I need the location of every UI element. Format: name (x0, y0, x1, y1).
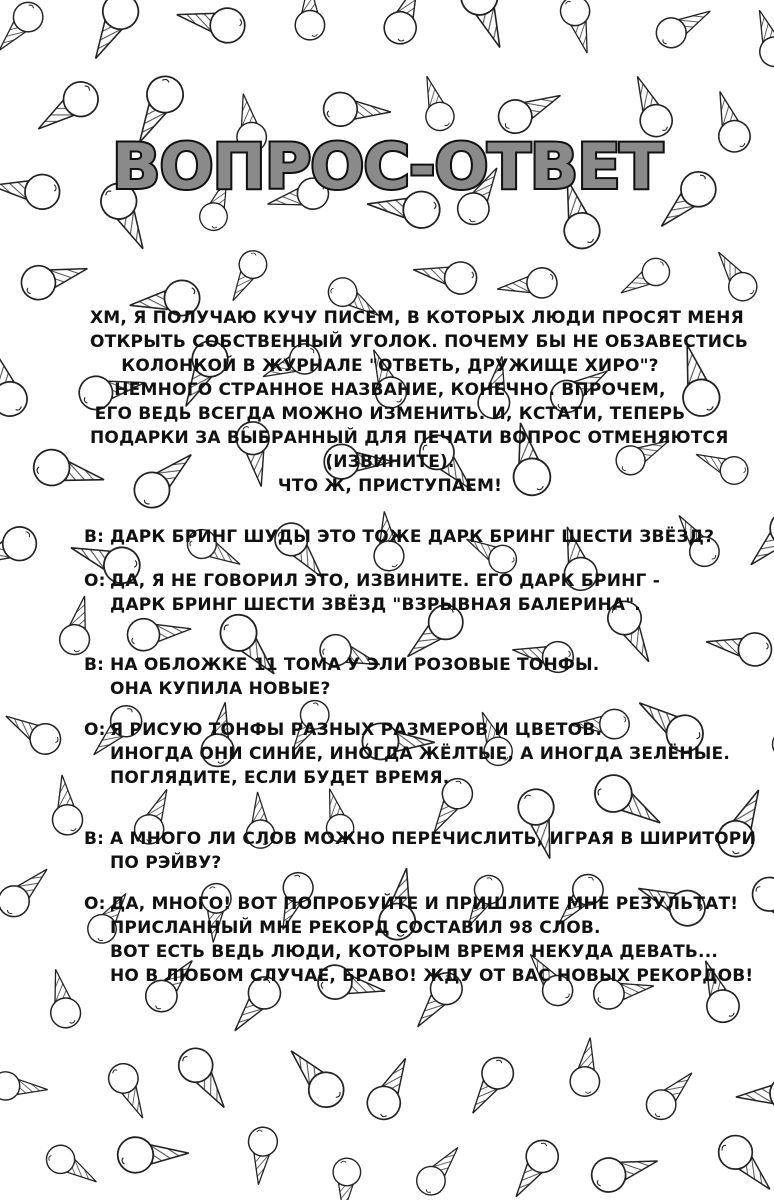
question-line: ПО РЭЙВУ? (110, 853, 222, 873)
intro-line: ЧТО Ж, ПРИСТУПАЕМ! (277, 476, 503, 496)
answer-line: ПОГЛЯДИТЕ, ЕСЛИ БУДЕТ ВРЕМЯ. (110, 768, 450, 788)
answer-prefix: О: (84, 894, 106, 914)
intro-line: ХМ, Я ПОЛУЧАЮ КУЧУ ПИСЕМ, В КОТОРЫХ ЛЮДИ ПРОСЯТ МЕНЯ (90, 308, 744, 328)
question-1 (84, 525, 724, 549)
answer-line: ВОТ ЕСТЬ ВЕДЬ ЛЮДИ, КОТОРЫМ ВРЕМЯ НЕКУДА ДЕВАТЬ... (110, 942, 719, 962)
answer-line: ДАРК БРИНГ ШЕСТИ ЗВЁЗД "ВЗРЫВНАЯ БАЛЕРИНА". (110, 595, 641, 615)
question-line: А МНОГО ЛИ СЛОВ МОЖНО ПЕРЕЧИСЛИТЬ, ИГРАЯ В ШИРИТОРИ (110, 829, 756, 849)
page-title: ВОПРОС-ОТВЕТ (112, 130, 663, 203)
question-3 (84, 827, 756, 875)
answer-prefix: О: (84, 720, 106, 740)
answer-line: Я РИСУЮ ТОНФЫ РАЗНЫХ РАЗМЕРОВ И ЦВЕТОВ. (110, 720, 603, 740)
question-prefix: В: (84, 655, 105, 675)
answer-line: НО В ЛЮБОМ СЛУЧАЕ, БРАВО! ЖДУ ОТ ВАС НОВЫХ РЕКОРДОВ! (110, 966, 754, 986)
question-line: ОНА КУПИЛА НОВЫЕ? (110, 679, 331, 699)
question-2 (84, 653, 724, 701)
intro-line: ЕГО ВЕДЬ ВСЕГДА МОЖНО ИЗМЕНИТЬ. И, КСТАТИ, ТЕПЕРЬ (94, 404, 686, 424)
answer-1 (84, 569, 724, 617)
answer-line: ПРИСЛАННЫЙ МНЕ РЕКОРД СОСТАВИЛ 98 СЛОВ. (110, 918, 601, 938)
answer-3 (84, 892, 754, 988)
answer-line: ИНОГДА ОНИ СИНИЕ, ИНОГДА ЖЁЛТЫЕ, А ИНОГДА ЗЕЛЁНЫЕ. (110, 744, 730, 764)
intro-line: ОТКРЫТЬ СОБСТВЕННЫЙ УГОЛОК. ПОЧЕМУ БЫ НЕ ОБЗАВЕСТИСЬ (90, 332, 749, 352)
answer-2 (84, 718, 730, 790)
intro-line: КОЛОНКОЙ В ЖУРНАЛЕ "ОТВЕТЬ, ДРУЖИЩЕ ХИРО"? (121, 356, 659, 376)
question-prefix: В: (84, 829, 105, 849)
answer-line: ДА, МНОГО! ВОТ ПОПРОБУЙТЕ И ПРИШЛИТЕ МНЕ РЕЗУЛЬТАТ! (110, 894, 739, 914)
intro-line: ПОДАРКИ ЗА ВЫБРАННЫЙ ДЛЯ ПЕЧАТИ ВОПРОС ОТМЕНЯЮТСЯ (90, 428, 729, 448)
question-line: НА ОБЛОЖКЕ 11 ТОМА У ЭЛИ РОЗОВЫЕ ТОНФЫ. (110, 655, 600, 675)
answer-prefix: О: (84, 571, 106, 591)
question-line: ДАРК БРИНГ ШУДЫ ЭТО ТОЖЕ ДАРК БРИНГ ШЕСТИ ЗВЁЗД? (110, 527, 715, 547)
intro-line: (ИЗВИНИТЕ). (325, 452, 455, 472)
answer-line: ДА, Я НЕ ГОВОРИЛ ЭТО, ИЗВИНИТЕ. ЕГО ДАРК БРИНГ - (110, 571, 660, 591)
intro-paragraph (90, 306, 749, 498)
intro-line: НЕМНОГО СТРАННОЕ НАЗВАНИЕ, КОНЕЧНО. ВПРОЧЕМ, (114, 380, 666, 400)
question-prefix: В: (84, 527, 105, 547)
